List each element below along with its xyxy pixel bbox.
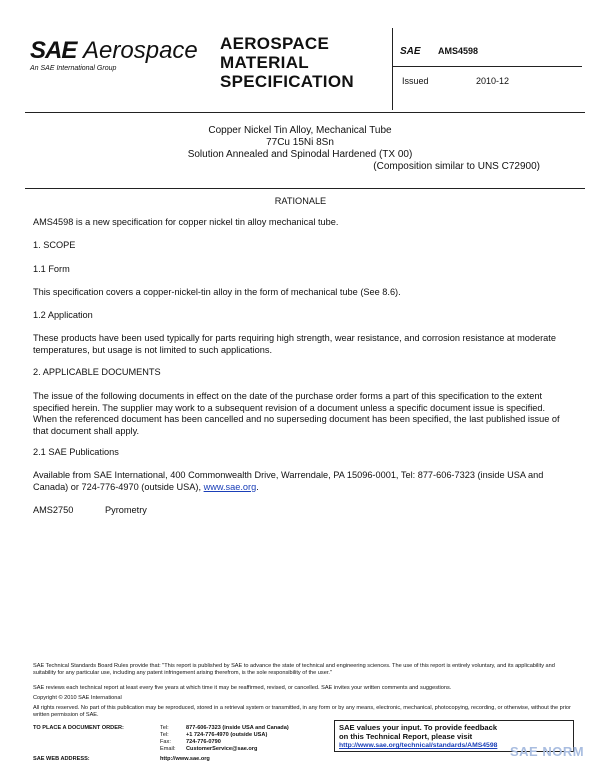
footer-review-text: SAE reviews each technical report at least every five years at which time it may be reaffirmed, revised, or cancelled. SAE invites your written comments and suggestions. <box>33 685 452 691</box>
feedback-line-2: on this Technical Report, please visit <box>339 732 473 741</box>
title-line-1: AEROSPACE <box>220 34 330 53</box>
sae-aerospace-logo <box>30 37 198 72</box>
web-value[interactable]: http://www.sae.org <box>160 756 210 762</box>
tel1-value: 877-606-7323 (inside USA and Canada) <box>186 725 289 731</box>
email-label: Email: <box>160 746 176 752</box>
footer-copyright: Copyright © 2010 SAE International <box>33 695 122 701</box>
email-value[interactable]: CustomerService@sae.org <box>186 746 258 752</box>
title-line-2: MATERIAL <box>220 53 309 72</box>
sae-mark-icon: SAE <box>400 46 421 57</box>
footer-rights-text: All rights reserved. No part of this publication may be reproduced, stored in a retrieval system or transmitted, in any form or by any means, electronic, mechanical, photocopying, recording, or otherwise, without the prior written permission of SAE. <box>33 705 571 719</box>
section-2-text: The issue of the following documents in effect on the date of the purchase order forms a part of this specification to the extent specified herein. The supplier may work to a subsequent revision of a document unless a specific document issue is specified. When the referenced document has been cancelled and no superseding document has been specified, the last published issue of that document shall apply. <box>33 391 560 436</box>
title-line-3: SPECIFICATION <box>220 72 354 91</box>
issued-date: 2010-12 <box>476 76 510 86</box>
section-2-heading: 2. APPLICABLE DOCUMENTS <box>33 367 161 377</box>
fax-label: Fax: <box>160 739 171 745</box>
fax-value: 724-776-0790 <box>186 739 221 745</box>
header-bottom-rule <box>25 112 585 113</box>
sae-contact-text: Available from SAE International, 400 Commonwealth Drive, Warrendale, PA 15096-0001, Tel: 877-606-7323 (inside USA and Canada) or 724-776-4970 (outside USA), <box>33 470 544 492</box>
logo-wordmark <box>30 37 198 64</box>
document-type-title <box>220 34 380 91</box>
reference-title: Pyrometry <box>105 505 147 515</box>
logo-subtitle: An SAE International Group <box>30 65 117 72</box>
document-number: AMS4598 <box>438 46 479 56</box>
sae-contact-end: . <box>256 481 259 492</box>
logo-sae: SAE <box>30 37 77 64</box>
feedback-line-1: SAE values your input. To provide feedback <box>339 723 498 732</box>
feedback-link[interactable]: http://www.sae.org/technical/standards/AMS4598 <box>339 742 498 749</box>
section-1-heading: 1. SCOPE <box>33 240 76 250</box>
rationale-heading: RATIONALE <box>274 196 327 206</box>
material-line-4: (Composition similar to UNS C72900) <box>373 161 540 172</box>
tel2-value: +1 724-776-4970 (outside USA) <box>186 732 268 738</box>
sae-website-link[interactable]: www.sae.org <box>203 481 257 492</box>
material-line-2: 77Cu 15Ni 8Sn <box>266 137 334 148</box>
order-label: TO PLACE A DOCUMENT ORDER: <box>33 725 124 731</box>
logo-aerospace: Aerospace <box>83 37 198 64</box>
section-2-1-text <box>33 470 568 493</box>
footer-rules-text: SAE Technical Standards Board Rules provide that: "This report is published by SAE to advance the state of technical and engineering sciences. The use of this report is entirely voluntary, and its applicability and suitability for any particular use, including any patent infringement arising therefrom, is the sole responsibility of the user." <box>33 663 555 677</box>
reference-code: AMS2750 <box>33 505 74 515</box>
sae-norm-watermark: SAE NORM <box>510 744 585 759</box>
web-label: SAE WEB ADDRESS: <box>33 756 90 762</box>
reference-row <box>33 505 568 517</box>
material-line-1: Copper Nickel Tin Alloy, Mechanical Tube <box>208 125 392 136</box>
section-1-2-heading: 1.2 Application <box>33 310 93 320</box>
section-1-2-text: These products have been used typically for parts requiring high strength, wear resistance, and corrosion resistance at moderate temperatures, but usage is not limited to such applications. <box>33 333 556 355</box>
tel1-label: Tel: <box>160 725 169 731</box>
header-divider-horizontal <box>392 66 582 67</box>
material-line-3: Solution Annealed and Spinodal Hardened (TX 00) <box>187 149 413 160</box>
title-separator <box>25 188 585 189</box>
header-divider-vertical <box>392 28 393 110</box>
section-2-1-heading: 2.1 SAE Publications <box>33 447 119 457</box>
section-1-1-text: This specification covers a copper-nickel-tin alloy in the form of mechanical tube (See 8.6). <box>33 287 401 297</box>
tel2-label: Tel: <box>160 732 169 738</box>
rationale-text: AMS4598 is a new specification for copper nickel tin alloy mechanical tube. <box>33 217 339 227</box>
section-1-1-heading: 1.1 Form <box>33 264 70 274</box>
issued-label: Issued <box>402 76 429 86</box>
material-title <box>60 125 540 173</box>
